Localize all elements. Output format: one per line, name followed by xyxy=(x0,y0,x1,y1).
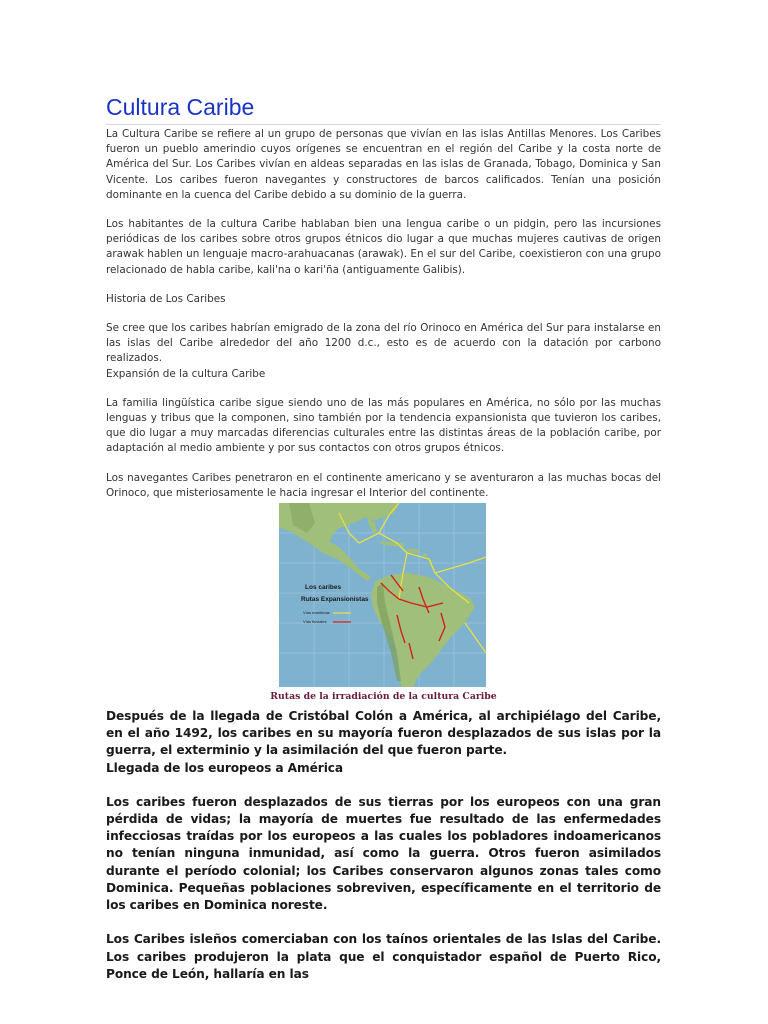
paragraph-3: Se cree que los caribes habrían emigrado de la zona del río Orinoco en América del Sur para instalarse en las islas del Caribe alrededor del año 1200 d.c., esto es de acuerdo con la datación por carbono realizados. xyxy=(106,322,661,365)
paragraph-4: La familia lingüística caribe sigue siendo uno de las más populares en América, no sólo por las muchas lenguas y tribus que la componen, sino también por la tendencia expansionista que tuvieron los caribes, que dio lugar a muy marcadas diferencias culturales entre las distintas áreas de la población caribe, por adaptación al medio ambiente y por sus contactos con otros grupos étnicos. xyxy=(106,396,661,455)
subheading-llegada: Llegada de los europeos a América xyxy=(106,760,344,775)
document-page xyxy=(106,94,661,983)
legend-title-1: Los caribes xyxy=(305,584,342,592)
legend-item-maritime: Vías marítimas xyxy=(303,610,330,616)
map-image xyxy=(279,503,486,687)
main-section xyxy=(106,708,661,983)
figure-caption: Rutas de la irradiación de la cultura Caribe xyxy=(270,691,497,703)
subheading-historia: Historia de Los Caribes xyxy=(106,292,226,305)
intro-section xyxy=(106,127,661,501)
bold-paragraph-1: Después de la llegada de Cristóbal Colón a América, al archipiélago del Caribe, en el año 1492, los caribes en su mayoría fueron desplazados de sus islas por la guerra, el exterminio y la asimilación del que fueron parte. xyxy=(106,709,661,758)
subheading-expansion: Expansión de la cultura Caribe xyxy=(106,367,266,380)
legend-title-2: Rutas Expansionistas xyxy=(301,596,369,604)
paragraph-2: Los habitantes de la cultura Caribe hablaban bien una lengua caribe o un pidgin, pero las incursiones periódicas de los caribes sobre otros grupos étnicos dio lugar a que muchas mujeres cautivas de origen arawak hablen un lenguaje macro-arahuacanas (arawak). En el sur del Caribe, coexistieron con una grupo relacionado de habla caribe, kali'na o kari'ña (antiguamente Galibis). xyxy=(106,218,661,276)
page-title: Cultura Caribe xyxy=(106,94,661,125)
paragraph-1: La Cultura Caribe se refiere al un grupo de personas que vivían en las islas Antillas Menores. Los Caribes fueron un pueblo amerindio cuyos orígenes se encuentran en el región del Caribe y la costa norte de América del Sur. Los Caribes vivían en aldeas separadas en las islas de Granada, Tobago, Dominica y San Vicente. Los caribes fueron navegantes y constructores de barcos calificados. Tenían una posición dominante en la cuenca del Caribe debido a su dominio de la guerra. xyxy=(106,128,661,201)
bold-paragraph-3: Los Caribes isleños comerciaban con los taínos orientales de las Islas del Caribe. Los caribes produjeron la plata que el conquistador español de Puerto Rico, Ponce de León, hallaría en las xyxy=(106,932,661,981)
legend-item-river: Vías fluviales xyxy=(303,619,327,625)
bold-paragraph-2: Los caribes fueron desplazados de sus tierras por los europeos con una gran pérdida de vidas; la mayoría de muertes fue resultado de las enfermedades infecciosas traídas por los europeos a las cuales los pobladores indoamericanos no tenían ninguna inmunidad, así como la guerra. Otros fueron asimilados durante el período colonial; los Caribes conservaron algunos zonas tales como Dominica. Pequeñas poblaciones sobreviven, específicamente en el territorio de los caribes en Dominica noreste. xyxy=(106,794,661,913)
paragraph-5: Los navegantes Caribes penetraron en el continente americano y se aventuraron a las muchas bocas del Orinoco, que misteriosamente le hacia ingresar el Interior del continente. xyxy=(106,471,661,499)
map-figure xyxy=(279,503,486,687)
